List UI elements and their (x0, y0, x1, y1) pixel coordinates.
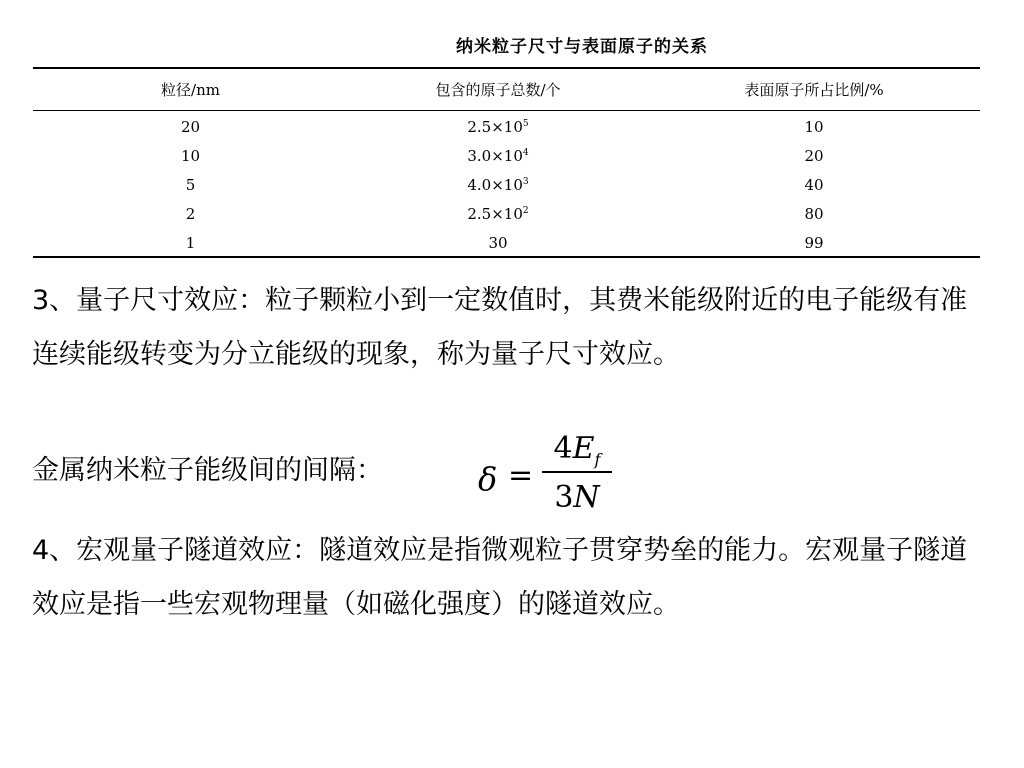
table-row (33, 199, 980, 228)
cell-ratio: 20 (804, 146, 824, 165)
formula-delta: δ (478, 460, 498, 498)
table-row (33, 141, 980, 170)
cell-size: 2 (185, 204, 196, 223)
table-title: 纳米粒子尺寸与表面原子的关系 (456, 37, 708, 57)
formula-fraction (542, 430, 612, 517)
formula-equals: = (508, 458, 534, 493)
quantum-size-effect-paragraph: 3、量子尺寸效应：粒子颗粒小到一定数值时，其费米能级附近的电子能级有准连续能级转变为分立能级的现象，称为量子尺寸效应。 (32, 285, 968, 370)
cell-ratio: 99 (804, 233, 824, 252)
cell-atoms: $4.0\times 10^3$ (467, 175, 529, 194)
nanoparticle-table (33, 69, 980, 257)
formula-numerator: $4E_f$ (553, 431, 601, 469)
macro-quantum-tunneling-paragraph: 4、宏观量子隧道效应：隧道效应是指微观粒子贯穿势垒的能力。宏观量子隧道效应是指一些宏观物理量（如磁化强度）的隧道效应。 (32, 535, 968, 620)
energy-level-spacing-formula (478, 430, 658, 530)
cell-atoms: $2.5\times 10^5$ (467, 117, 529, 136)
cell-atoms: $3.0\times 10^4$ (467, 146, 529, 165)
cell-size: 20 (180, 117, 201, 136)
cell-ratio: 80 (804, 204, 824, 223)
formula-line (32, 430, 732, 530)
header-particle-size: 粒径/nm (161, 81, 220, 99)
table-row (33, 170, 980, 199)
header-surface-ratio: 表面原子所占比例/% (744, 81, 884, 99)
header-total-atoms: 包含的原子总数/个 (435, 81, 561, 99)
formula-denominator: 3N (554, 480, 600, 515)
cell-atoms: 30 (488, 233, 508, 252)
table-header-row (33, 69, 980, 110)
cell-size: 10 (180, 146, 201, 165)
fraction-bar (542, 471, 612, 473)
cell-size: 5 (185, 175, 196, 194)
cell-ratio: 40 (804, 175, 824, 194)
formula-label: 金属纳米粒子能级间的间隔： (32, 455, 383, 486)
cell-ratio: 10 (804, 117, 824, 136)
table-row (33, 228, 980, 257)
cell-size: 1 (185, 233, 196, 252)
table-row (33, 110, 980, 141)
cell-atoms: $2.5\times 10^2$ (467, 204, 529, 223)
